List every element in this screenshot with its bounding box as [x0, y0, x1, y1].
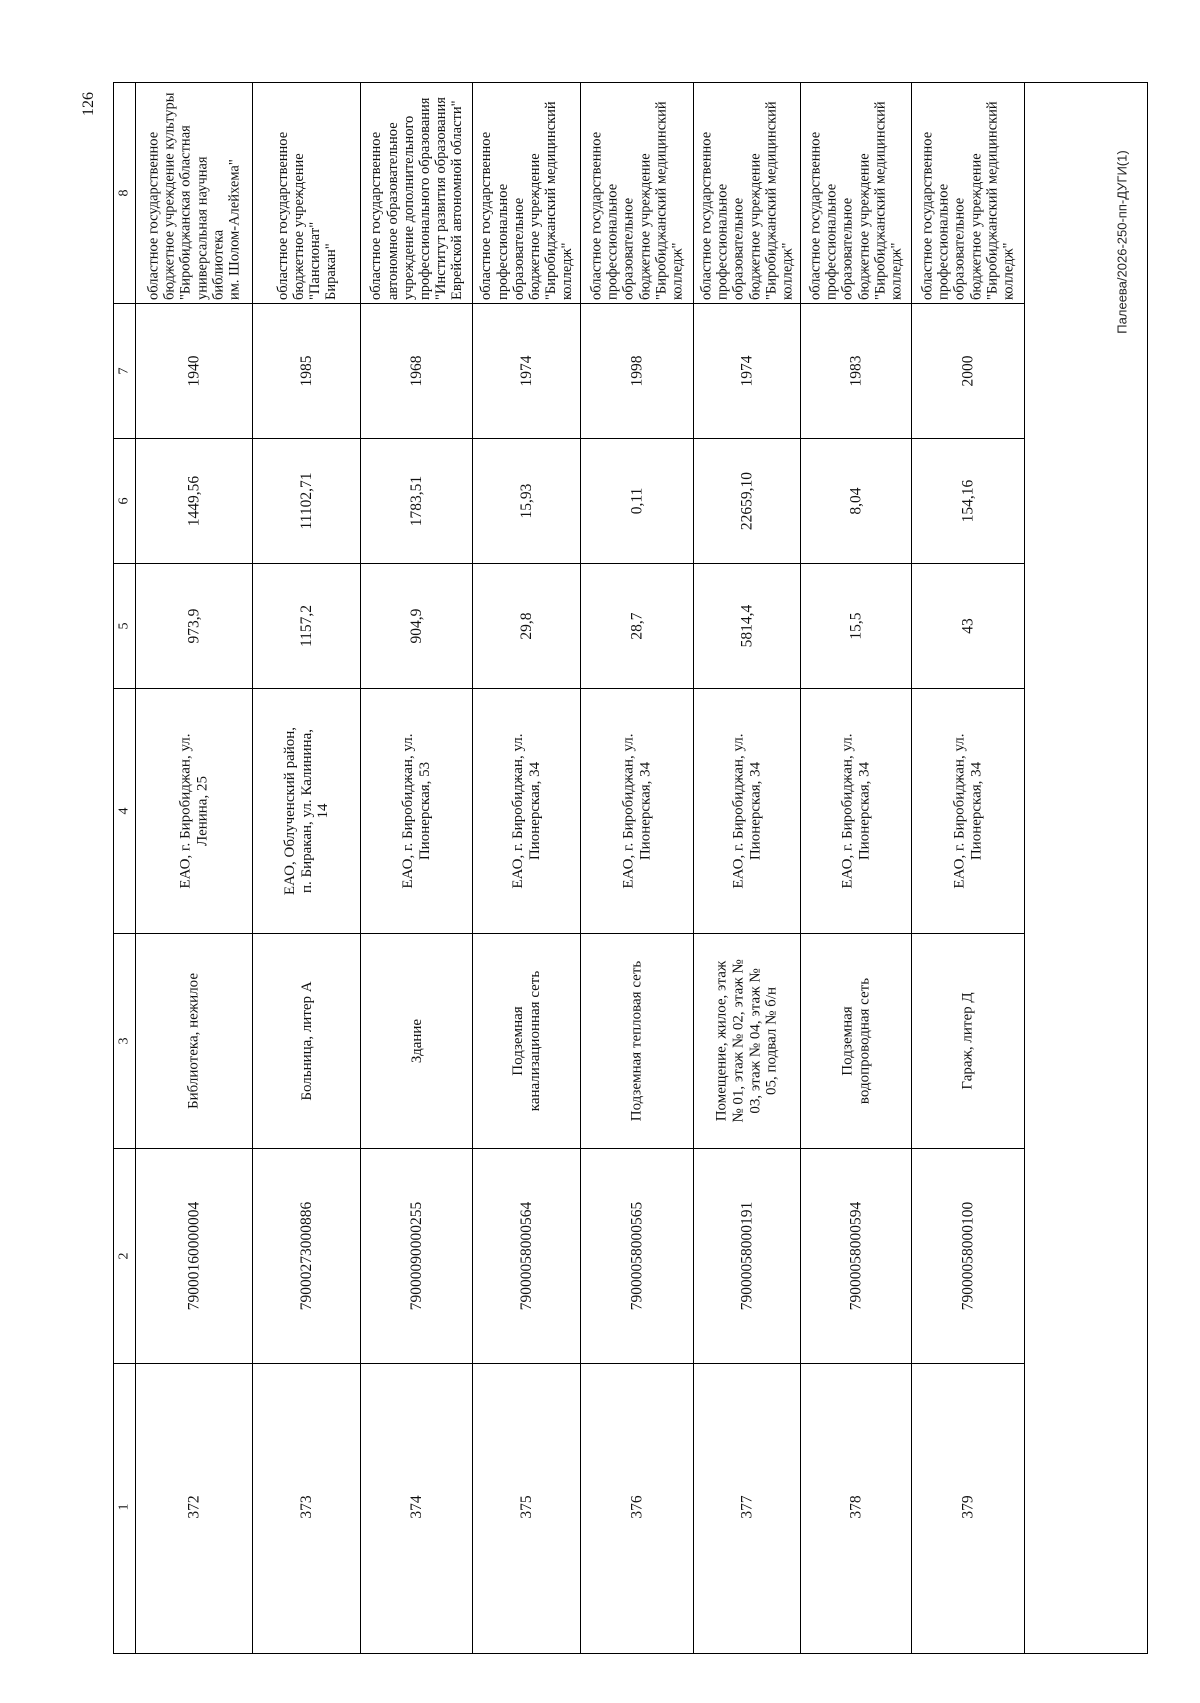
column-header-label: 8 — [116, 189, 132, 196]
table-header-row — [113, 82, 136, 1654]
table-cell-col-6 — [136, 439, 252, 564]
table-cell-col-2 — [253, 1149, 360, 1364]
column-header-cell — [113, 1149, 135, 1364]
table-cell-col-4 — [473, 689, 580, 934]
table-cell-col-1 — [581, 1364, 693, 1649]
table-cell-text: областное государственное бюджетное учреждение "Пансионат" Биракан" — [274, 131, 339, 300]
table-cell-col-7 — [912, 304, 1024, 439]
column-header-cell — [113, 564, 135, 689]
table-cell-text: 1998 — [628, 355, 646, 387]
table-cell-col-1 — [136, 1364, 252, 1649]
registry-table — [113, 82, 1148, 1654]
table-cell-col-5 — [694, 564, 800, 689]
table-cell-col-8 — [801, 82, 911, 304]
column-header-cell — [113, 934, 135, 1149]
column-header-label: 1 — [116, 1503, 132, 1510]
table-cell-text: областное государственное профессиональное образовательное бюджетное учреждение "Биробиджанский медицинский колледж" — [807, 100, 905, 300]
table-row — [912, 82, 1025, 1654]
table-cell-text: 79000090000255 — [407, 1201, 425, 1311]
table-cell-text: 22659,10 — [738, 471, 756, 531]
table-cell-text: 379 — [959, 1494, 977, 1519]
column-header-label: 4 — [116, 807, 132, 815]
table-cell-col-8 — [473, 82, 580, 304]
table-cell-col-3 — [912, 934, 1024, 1149]
table-cell-text: ЕАО, г. Биробиджан, ул. Пионерская, 34 — [730, 733, 763, 889]
table-cell-text: 0,11 — [628, 487, 646, 515]
table-cell-col-1 — [801, 1364, 911, 1649]
table-cell-text: 79000058000191 — [738, 1201, 756, 1311]
table-cell-text: Больница, литер А — [298, 981, 315, 1101]
table-cell-col-2 — [801, 1149, 911, 1364]
table-cell-text: 377 — [738, 1494, 756, 1519]
table-cell-text: 1449,56 — [185, 475, 203, 527]
table-cell-col-2 — [136, 1149, 252, 1364]
column-header-cell — [113, 439, 135, 564]
table-cell-text: ЕАО, г. Биробиджан, ул. Пионерская, 34 — [839, 733, 872, 889]
table-cell-text: 79000058000564 — [517, 1201, 535, 1311]
table-cell-text: 28,7 — [628, 612, 646, 640]
table-cell-col-4 — [136, 689, 252, 934]
table-cell-text: 79000273000886 — [297, 1201, 315, 1311]
table-cell-col-6 — [801, 439, 911, 564]
table-cell-text: 375 — [517, 1494, 535, 1519]
table-cell-text: областное государственное профессиональное образовательное бюджетное учреждение "Биробиджанский медицинский колледж" — [919, 100, 1017, 300]
table-cell-col-3 — [253, 934, 360, 1149]
table-cell-text: 11102,71 — [297, 472, 315, 530]
table-cell-text: 376 — [628, 1494, 646, 1519]
column-header-cell — [113, 689, 135, 934]
table-cell-text: 372 — [185, 1494, 203, 1519]
column-header-cell — [113, 304, 135, 439]
table-cell-text: ЕАО, г. Биробиджан, ул. Пионерская, 34 — [951, 733, 984, 889]
table-cell-text: 1940 — [185, 355, 203, 387]
table-cell-text: ЕАО, Облученский район, п. Биракан, ул. Калинина, 14 — [281, 726, 331, 896]
column-header-label: 6 — [116, 497, 132, 505]
table-cell-col-5 — [473, 564, 580, 689]
table-cell-col-1 — [253, 1364, 360, 1649]
table-cell-text: 1985 — [297, 355, 315, 387]
table-cell-text: 5814,4 — [738, 604, 756, 648]
table-cell-col-2 — [473, 1149, 580, 1364]
table-cell-col-6 — [473, 439, 580, 564]
table-cell-text: 1983 — [847, 355, 865, 387]
table-cell-text: Подземная тепловая сеть — [628, 960, 645, 1122]
table-cell-text: 1157,2 — [297, 604, 315, 648]
table-cell-text: 8,04 — [847, 487, 865, 515]
table-cell-col-2 — [581, 1149, 693, 1364]
table-cell-col-1 — [694, 1364, 800, 1649]
table-cell-text: Здание — [408, 1018, 425, 1064]
table-cell-col-2 — [361, 1149, 472, 1364]
table-cell-col-8 — [136, 82, 252, 304]
table-cell-col-3 — [473, 934, 580, 1149]
table-cell-text: 373 — [297, 1494, 315, 1519]
table-cell-text: областное государственное профессиональное образовательное бюджетное учреждение "Биробиджанский медицинский колледж" — [477, 100, 575, 300]
table-cell-col-2 — [912, 1149, 1024, 1364]
table-cell-col-4 — [801, 689, 911, 934]
table-cell-col-5 — [912, 564, 1024, 689]
table-row — [253, 82, 361, 1654]
table-cell-text: 43 — [959, 618, 977, 634]
table-cell-text: 79000058000100 — [959, 1201, 977, 1311]
table-cell-text: областное государственное профессиональное образовательное бюджетное учреждение "Биробиджанский медицинский колледж" — [698, 100, 796, 300]
table-cell-text: 29,8 — [517, 612, 535, 640]
table-cell-text: 1974 — [517, 355, 535, 387]
table-cell-text: ЕАО, г. Биробиджан, ул. Пионерская, 34 — [620, 733, 653, 889]
column-header-label: 5 — [116, 622, 132, 630]
table-cell-col-3 — [361, 934, 472, 1149]
table-cell-col-2 — [694, 1149, 800, 1364]
table-cell-text: Подземная водопроводная сеть — [839, 977, 872, 1105]
table-cell-col-4 — [361, 689, 472, 934]
column-header-cell — [113, 82, 135, 304]
table-cell-col-3 — [581, 934, 693, 1149]
table-row — [801, 82, 912, 1654]
column-header-label: 7 — [116, 367, 132, 375]
document-footer-code-text: Палеева/2026-250-пп-ДУГИ(1) — [1114, 150, 1130, 334]
table-cell-col-7 — [136, 304, 252, 439]
table-cell-col-5 — [361, 564, 472, 689]
table-row — [473, 82, 581, 1654]
table-cell-col-7 — [581, 304, 693, 439]
table-cell-col-7 — [361, 304, 472, 439]
table-cell-col-3 — [136, 934, 252, 1149]
table-cell-col-8 — [581, 82, 693, 304]
table-cell-text: 1783,51 — [407, 475, 425, 527]
table-cell-col-4 — [253, 689, 360, 934]
table-cell-text: 2000 — [959, 355, 977, 387]
table-cell-text: Подземная канализационная сеть — [509, 970, 543, 1112]
table-row — [694, 82, 801, 1654]
table-cell-col-4 — [694, 689, 800, 934]
table-cell-col-1 — [473, 1364, 580, 1649]
table-cell-col-5 — [801, 564, 911, 689]
table-cell-text: 79000160000004 — [185, 1201, 203, 1311]
table-cell-col-5 — [581, 564, 693, 689]
table-cell-text: Гараж, литер Д — [959, 992, 976, 1090]
table-cell-col-6 — [581, 439, 693, 564]
table-cell-col-8 — [361, 82, 472, 304]
table-cell-col-1 — [361, 1364, 472, 1649]
table-cell-text: 79000058000594 — [847, 1201, 865, 1311]
column-header-label: 3 — [116, 1037, 132, 1045]
table-cell-col-1 — [912, 1364, 1024, 1649]
table-cell-col-5 — [136, 564, 252, 689]
table-cell-col-6 — [361, 439, 472, 564]
table-cell-col-4 — [581, 689, 693, 934]
table-cell-text: 374 — [407, 1494, 425, 1519]
table-cell-text: ЕАО, г. Биробиджан, ул. Пионерская, 53 — [399, 733, 433, 889]
table-cell-col-7 — [253, 304, 360, 439]
table-cell-col-4 — [912, 689, 1024, 934]
table-cell-text: областное государственное автономное образовательное учреждение дополнительного профессионального образования "Институт развития образования Еврейской автономной области" — [367, 96, 465, 300]
table-cell-text: 79000058000565 — [628, 1201, 646, 1311]
table-cell-col-7 — [694, 304, 800, 439]
table-cell-text: 154,16 — [959, 479, 977, 523]
table-cell-col-6 — [912, 439, 1024, 564]
table-cell-text: Библиотека, нежилое — [185, 972, 202, 1110]
table-cell-text: Помещение, жилое, этаж № 01, этаж № 02, этаж № 03, этаж № 04, этаж № 05, подвал № б/н — [713, 959, 780, 1123]
page-number: 126 — [80, 92, 97, 116]
column-header-label: 2 — [116, 1252, 132, 1260]
table-cell-col-8 — [253, 82, 360, 304]
table-cell-col-3 — [801, 934, 911, 1149]
table-row — [361, 82, 473, 1654]
table-cell-text: областное государственное бюджетное учреждение культуры "Биробиджанская областная универсальная научная библиотека им. Шолом-Алейхема" — [145, 92, 243, 300]
table-cell-text: 378 — [847, 1494, 865, 1519]
table-cell-col-6 — [253, 439, 360, 564]
table-cell-col-7 — [473, 304, 580, 439]
table-row — [581, 82, 694, 1654]
table-row — [136, 82, 253, 1654]
table-cell-text: 973,9 — [185, 608, 203, 644]
table-cell-col-5 — [253, 564, 360, 689]
table-cell-text: 904,9 — [407, 608, 425, 644]
table-cell-text: 15,93 — [517, 483, 535, 519]
table-cell-col-8 — [694, 82, 800, 304]
table-cell-text: ЕАО, г. Биробиджан, ул. Ленина, 25 — [177, 733, 210, 889]
table-cell-text: 1974 — [738, 355, 756, 387]
table-cell-text: ЕАО, г. Биробиджан, ул. Пионерская, 34 — [509, 733, 543, 889]
table-cell-col-6 — [694, 439, 800, 564]
table-cell-col-7 — [801, 304, 911, 439]
column-header-cell — [113, 1364, 135, 1649]
table-cell-col-3 — [694, 934, 800, 1149]
table-cell-text: 1968 — [407, 355, 425, 387]
table-cell-text: областное государственное профессиональное образовательное бюджетное учреждение "Биробиджанский медицинский колледж" — [588, 100, 686, 300]
table-cell-text: 15,5 — [847, 612, 865, 640]
table-cell-col-8 — [912, 82, 1024, 304]
